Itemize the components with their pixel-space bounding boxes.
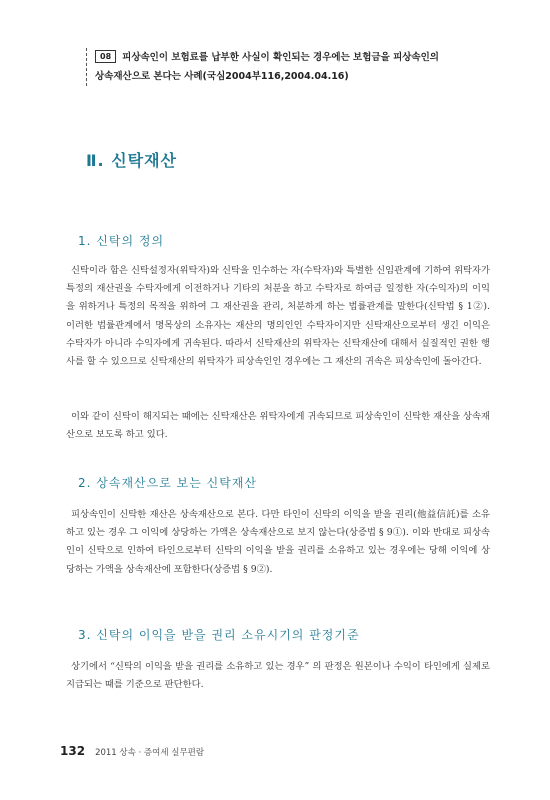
case-title-line-2: 상속재산으로 본다는 사례(국심2004부116,2004.04.16)	[95, 71, 349, 82]
case-header	[86, 48, 500, 86]
case-title-line-1	[95, 48, 500, 67]
section-1-paragraph-2: 이와 같이 신탁이 해지되는 때에는 신탁재산은 위탁자에게 귀속되므로 피상속인이 신탁한 재산을 상속재산으로 보도록 하고 있다.	[66, 411, 490, 441]
section-3-paragraph-1: 상기에서 “신탁의 이익을 받을 권리를 소유하고 있는 경우” 의 판정은 원본이나 수익이 타인에게 실제로 지급되는 때를 기준으로 판단한다.	[66, 661, 490, 691]
section-1-paragraph-1: 신탁이라 함은 신탁설정자(위탁자)와 신탁을 인수하는 자(수탁자)와 특별한 신임관계에 기하여 위탁자가 특정의 재산권을 수탁자에게 이전하거나 기타의 처분을 하고 수탁자로 하여금 일정한 자(수익자)의 이익을 위하거나 특정의 목적을 위하여 그 재산권을 관리, 처분하게 하는 법률관계를 말한다(신탁법 § 1②). 이러한 법률관계에서 명목상의 소유자는 재산의 명의인인 수탁자이지만 신탁재산으로부터 생긴 이익은 수탁자가 아니라 수익자에게 귀속된다. 따라서 신탁재산의 위탁자는 신탁재산에 대해서 실질적인 권한 행사를 할 수 있으므로 신탁재산의 위탁자가 피상속인인 경우에는 그 재산의 귀속은 피상속인에 돌아간다.	[66, 265, 490, 368]
chapter-title: Ⅱ. 신탁재산	[86, 151, 178, 170]
section-2-paragraph-1: 피상속인이 신탁한 재산은 상속재산으로 본다. 다만 타인이 신탁의 이익을 받을 권리(他益信託)를 소유하고 있는 경우 그 이익에 상당하는 가액은 상속재산으로 보지 않는다(상증법 § 9①). 이와 반대로 피상속인이 신탁으로 인하여 타인으로부터 신탁의 이익을 받을 권리를 소유하고 있는 경우에는 당해 이익에 상당하는 가액을 상속재산에 포함한다(상증법 § 9②).	[66, 509, 490, 575]
book-title: 2011 상속 · 증여세 실무편람	[95, 748, 205, 758]
case-title-text-1: 피상속인이 보험료를 납부한 사실이 확인되는 경우에는 보험금을 피상속인의	[122, 52, 439, 63]
section-title-3: 3. 신탁의 이익을 받을 권리 소유시기의 판정기준	[78, 628, 360, 642]
page-footer	[60, 740, 204, 759]
section-title-1: 1. 신탁의 정의	[78, 234, 165, 248]
section-title-2: 2. 상속재산으로 보는 신탁재산	[78, 476, 257, 490]
page-number: 132	[60, 744, 86, 758]
case-number-badge: 08	[95, 50, 116, 63]
